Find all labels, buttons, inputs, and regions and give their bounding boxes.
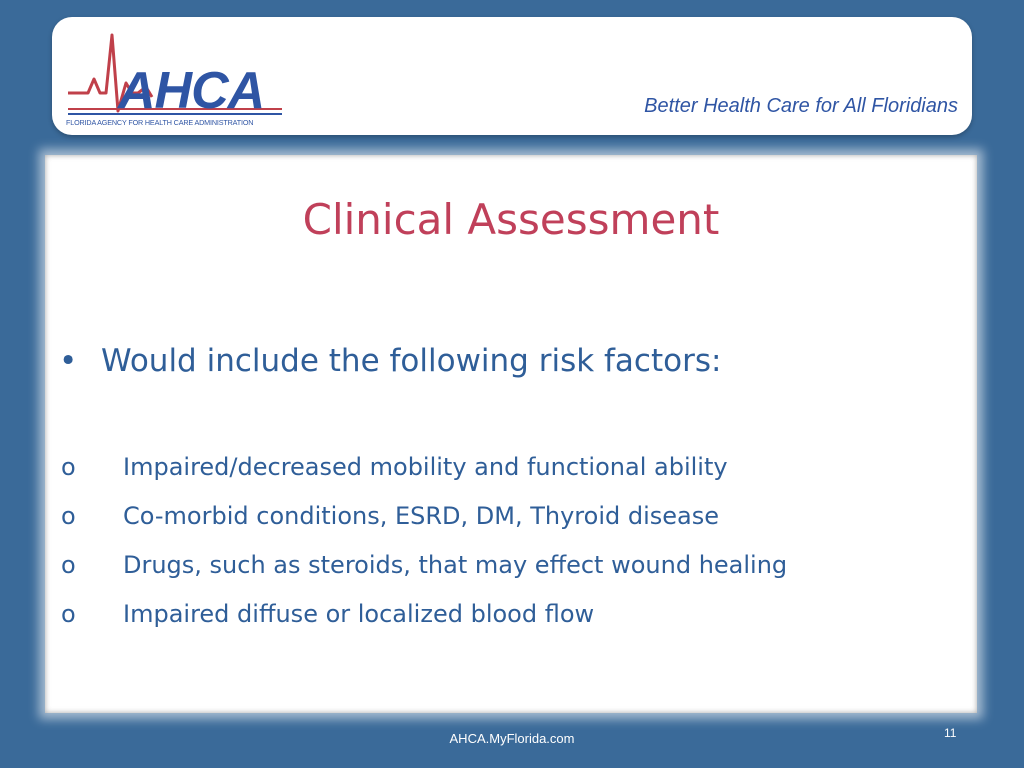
list-item-text: Impaired diffuse or localized blood flow: [123, 600, 595, 628]
list-item: [61, 502, 787, 551]
list-item-text: Co-morbid conditions, ESRD, DM, Thyroid disease: [123, 502, 720, 530]
tagline: Better Health Care for All Floridians: [644, 95, 958, 117]
circle-bullet-icon: o: [61, 600, 76, 628]
ahca-logo: [66, 25, 286, 129]
slide-title: Clinical Assessment: [302, 195, 720, 244]
circle-bullet-icon: o: [61, 453, 76, 481]
circle-bullet-icon: o: [61, 502, 76, 530]
list-item: [61, 600, 787, 649]
main-bullet-text: Would include the following risk factors:: [101, 343, 722, 379]
list-item-text: Drugs, such as steroids, that may effect wound healing: [123, 551, 788, 579]
bullet-icon: •: [59, 343, 78, 379]
main-bullet: [59, 343, 721, 379]
footer-url: AHCA.MyFlorida.com: [449, 731, 575, 746]
header-bar: [52, 17, 972, 135]
list-item: [61, 453, 787, 502]
risk-factor-list: [61, 453, 787, 649]
logo-subtitle: FLORIDA AGENCY FOR HEALTH CARE ADMINISTRATION: [66, 118, 254, 127]
content-panel: [45, 155, 977, 713]
page-number: 11: [944, 726, 957, 740]
circle-bullet-icon: o: [61, 551, 76, 579]
list-item: [61, 551, 787, 600]
logo-letters: AHCA: [118, 62, 265, 120]
list-item-text: Impaired/decreased mobility and functional ability: [123, 453, 728, 481]
